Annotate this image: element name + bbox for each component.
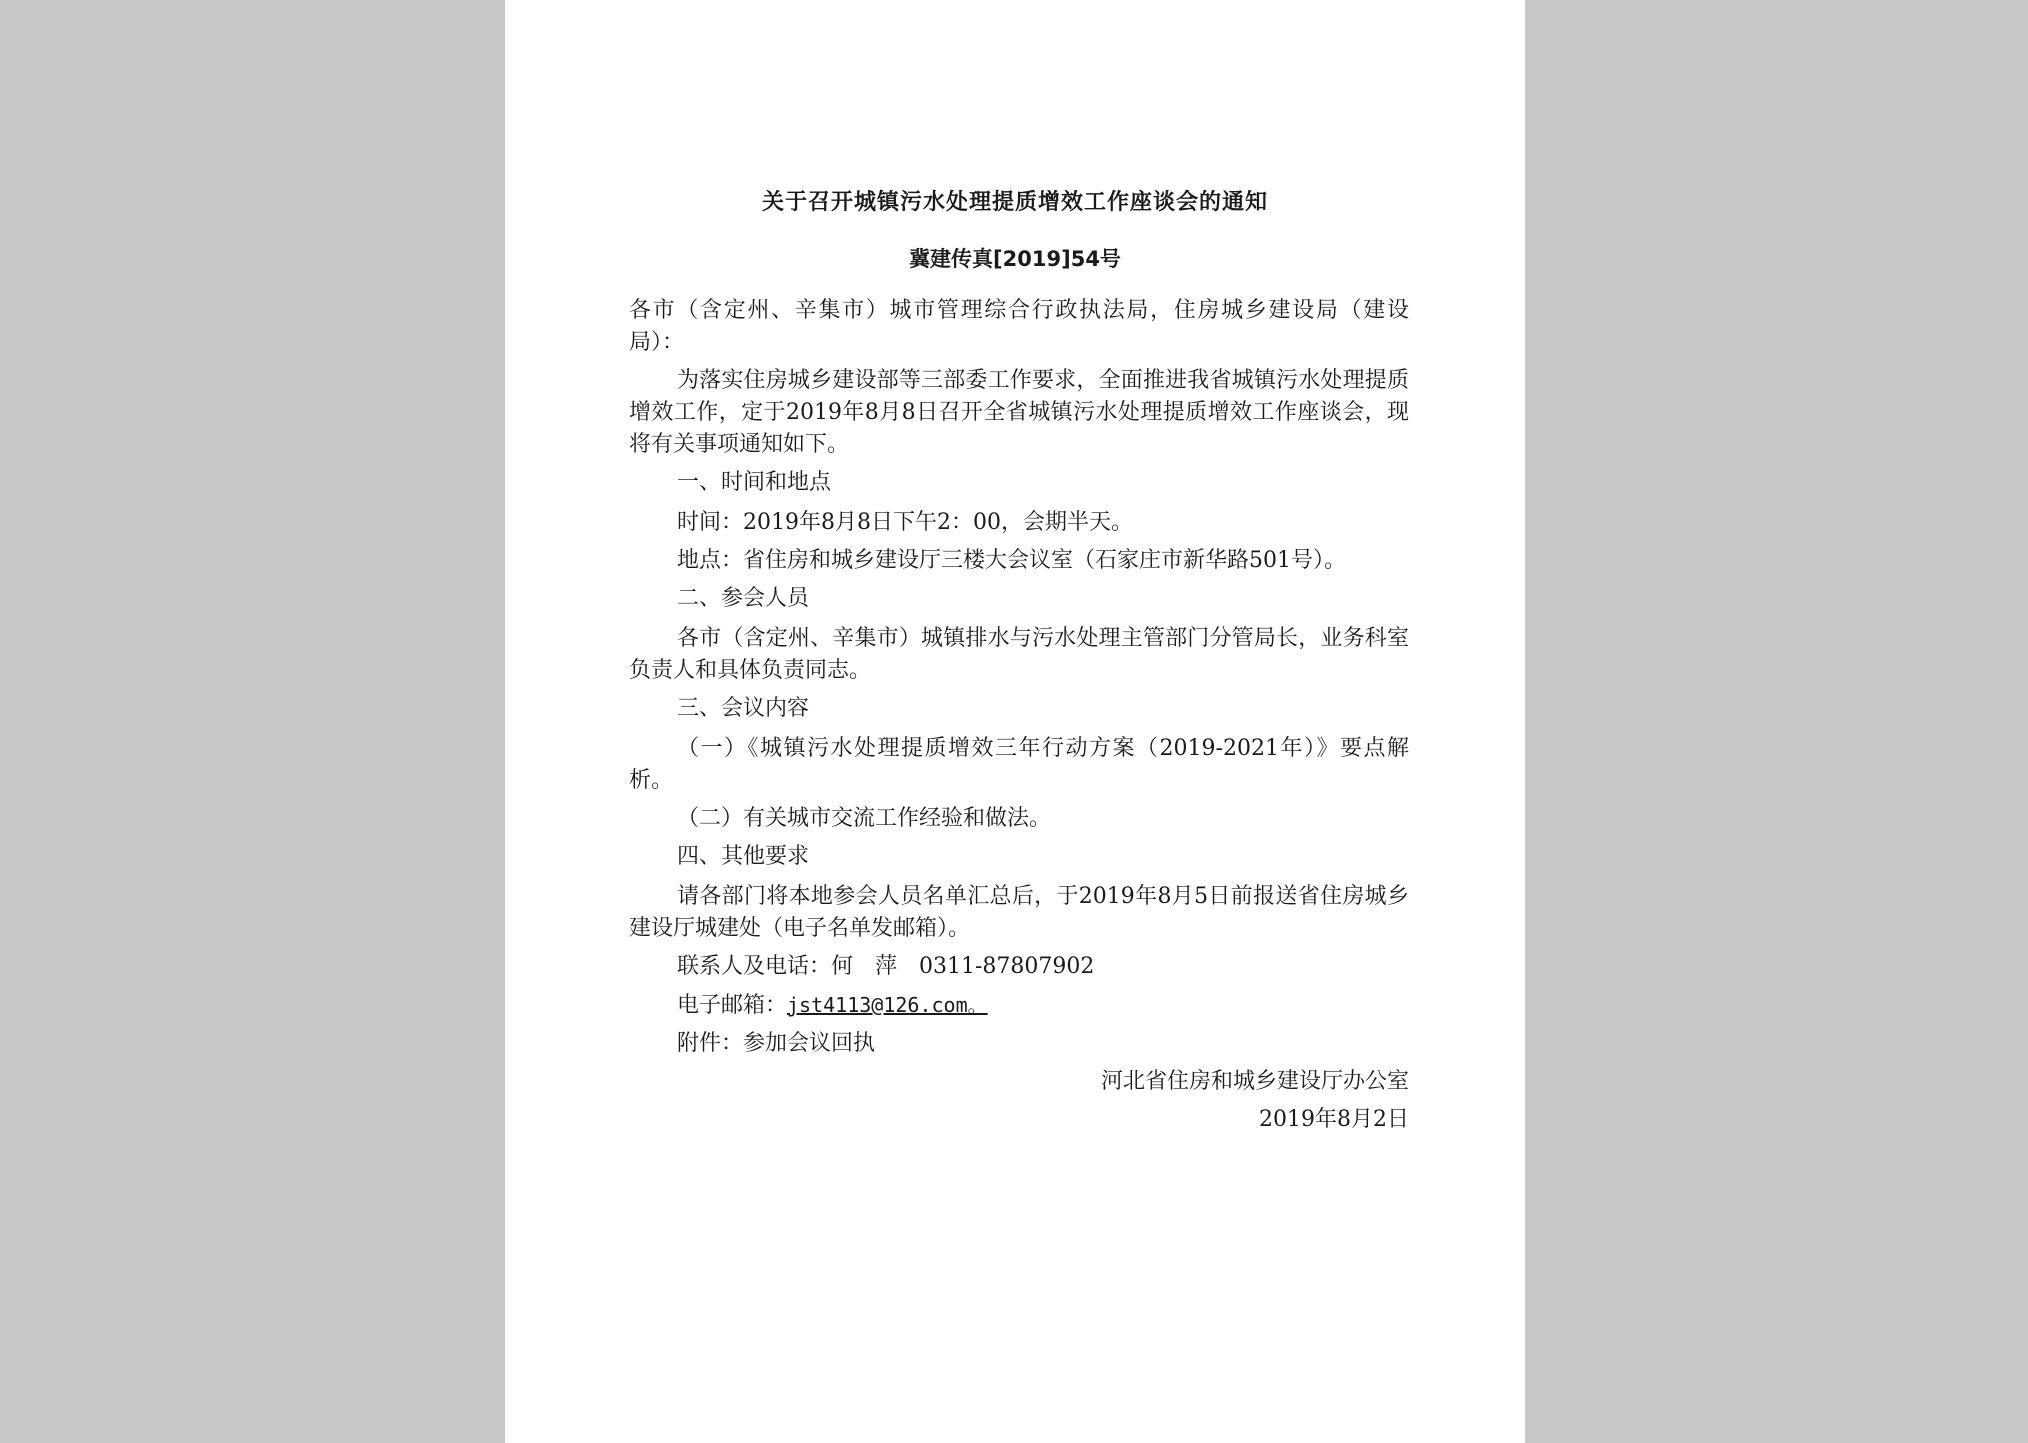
- content-item-2: （二）有关城市交流工作经验和做法。: [677, 806, 1052, 831]
- time-line: 时间：2019年8月8日下午2：00，会期半天。: [677, 510, 1133, 535]
- document-number: 冀建传真[2019]54号: [909, 247, 1121, 271]
- intro-paragraph: 为落实住房城乡建设部等三部委工作要求，全面推进我省城镇污水处理提质增效工作，定于2019年8月8日召开全省城镇污水处理提质增效工作座谈会，现将有关事项通知如下。: [629, 368, 1409, 457]
- attachment-line: 附件：参加会议回执: [677, 1031, 876, 1056]
- email-label: 电子邮箱：: [677, 993, 788, 1018]
- section-heading-requirements: 四、其他要求: [677, 844, 810, 869]
- attendees-paragraph: 各市（含定州、辛集市）城镇排水与污水处理主管部门分管局长，业务科室负责人和具体负责同志。: [629, 626, 1409, 683]
- email-line: [629, 989, 1409, 1022]
- requirement-paragraph: 请各部门将本地参会人员名单汇总后，于2019年8月5日前报送省住房城乡建设厅城建处（电子名单发邮箱）。: [629, 884, 1409, 941]
- section-heading-attendees: 二、参会人员: [677, 586, 810, 611]
- content-item-1: （一）《城镇污水处理提质增效三年行动方案（2019-2021年）》要点解析。: [629, 736, 1409, 793]
- document-body: [629, 295, 1409, 1142]
- signature-date: 2019年8月2日: [1259, 1107, 1409, 1132]
- section-heading-content: 三、会议内容: [677, 696, 810, 721]
- document-page: [505, 0, 1525, 1443]
- signature-organization: 河北省住房和城乡建设厅办公室: [1100, 1069, 1409, 1094]
- salutation: 各市（含定州、辛集市）城市管理综合行政执法局，住房城乡建设局（建设局）：: [629, 298, 1409, 355]
- document-title: 关于召开城镇污水处理提质增效工作座谈会的通知: [761, 190, 1268, 215]
- place-line: 地点：省住房和城乡建设厅三楼大会议室（石家庄市新华路501号）。: [677, 548, 1346, 573]
- contact-line: 联系人及电话：何 萍 0311-87807902: [677, 954, 1095, 979]
- email-link[interactable]: jst4113@126.com。: [787, 993, 988, 1017]
- section-heading-time-place: 一、时间和地点: [677, 470, 832, 495]
